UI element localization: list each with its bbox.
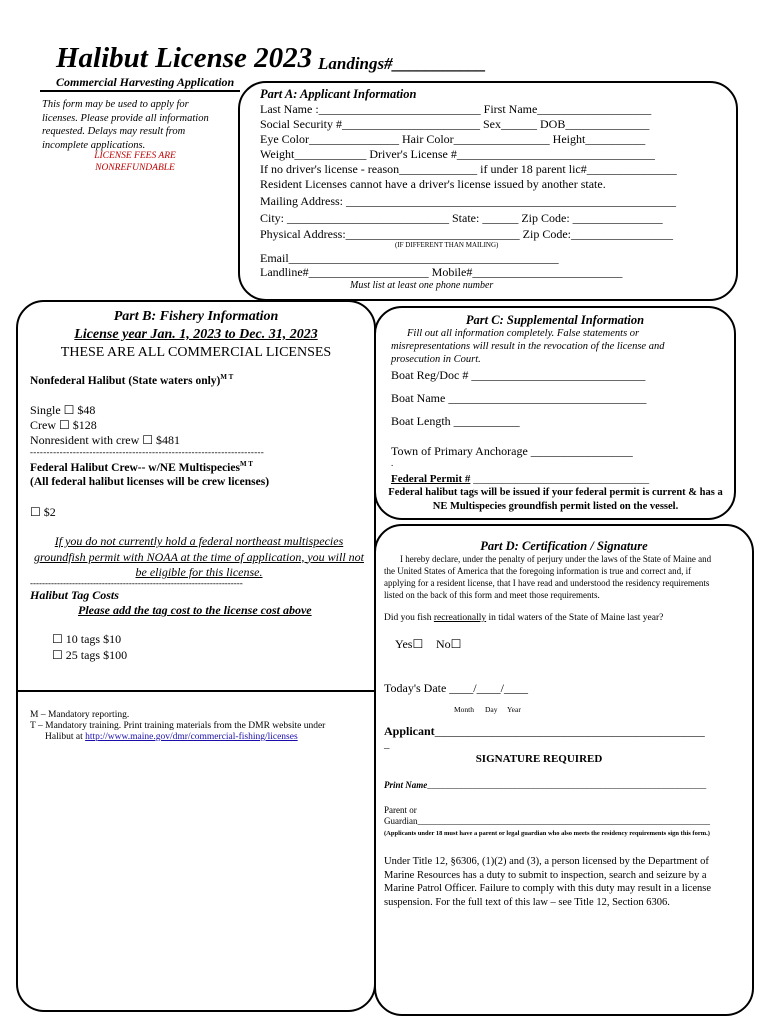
physical-note: (IF DIFFERENT THAN MAILING) [395, 241, 499, 249]
name-row[interactable]: Last Name :___________________________ First Name___________________ [260, 102, 652, 116]
print-name-line: ______________________________________________________________ [427, 780, 707, 790]
tag10-option[interactable]: ☐ 10 tags $10 [52, 632, 122, 646]
declaration-text: I hereby declare, under the penalty of perjury under the laws of the State of Maine and the United States of America that the foregoing information is true and correct and, if applying for a resident license, that I have read and understood the residency requirements listed on the back of this form and meet those requirements. [384, 554, 712, 600]
town-field[interactable]: Town of Primary Anchorage _________________ [391, 444, 633, 458]
guardian-line: _________________________________________________________________ [417, 816, 710, 826]
federal-option[interactable]: ☐ $2 [30, 505, 56, 519]
boat-reg-field[interactable]: Boat Reg/Doc # _____________________________ [391, 368, 646, 382]
todays-date-field[interactable]: Today's Date ____/____/____ [384, 681, 528, 695]
date-month-label: Month [454, 705, 475, 714]
eye-hair-row[interactable]: Eye Color_______________ Hair Color________________ Height__________ [260, 132, 646, 146]
date-day-label: Day [485, 705, 498, 714]
federal-note: (All federal halibut licenses will be crew licenses) [30, 476, 270, 488]
part-a-title: Part A: Applicant Information [260, 87, 417, 101]
part-c-title: Part C: Supplemental Information [465, 313, 645, 327]
footnote-t-line2 [45, 732, 298, 742]
rec-q-word: recreationally [433, 613, 487, 623]
part-c-intro: Fill out all information completely. False statements or misrepresentations will result in the revocation of the license and prosecution in Court. [391, 328, 665, 365]
email-row[interactable]: Email_____________________________________________ [260, 251, 559, 265]
form-title: Halibut License 2023 [56, 42, 313, 74]
nonfederal-heading [30, 373, 233, 387]
guardian-field[interactable] [384, 816, 710, 826]
part-b-title: Part B: Fishery Information [113, 309, 279, 324]
divider-1: ----------------------------------------------------------------------- [30, 447, 265, 457]
guardian-note: (Applicants under 18 must have a parent or legal guardian who also meets the residency requirements sign this form.) [384, 830, 710, 837]
mailing-row[interactable]: Mailing Address: _______________________________________________________ [260, 194, 676, 208]
nonfederal-sup: M T [220, 373, 234, 381]
nonfederal-heading-text: Nonfederal Halibut (State waters only) [30, 374, 221, 387]
tag25-option[interactable]: ☐ 25 tags $100 [52, 648, 128, 662]
signature-required: SIGNATURE REQUIRED [475, 753, 603, 765]
guardian-label: Guardian [384, 816, 418, 826]
phone-note: Must list at least one phone number [350, 280, 494, 291]
federal-heading-text: Federal Halibut Crew-- w/NE Multispecies [30, 461, 240, 474]
tag-heading: Halibut Tag Costs [30, 588, 119, 602]
date-year-label: Year [507, 705, 521, 714]
boat-name-field[interactable]: Boat Name _________________________________ [391, 391, 647, 405]
fees-notice-1: LICENSE FEES ARE [94, 151, 176, 161]
applicant-label: Applicant [384, 724, 435, 738]
intro-text: This form may be used to apply for licenses. Please provide all information requested. Delays may result from incomplete applications. [42, 99, 209, 151]
license-year: License year Jan. 1, 2023 to Dec. 31, 2023 [74, 327, 318, 342]
footnote-m: M – Mandatory reporting. [30, 710, 130, 720]
city-row[interactable]: City: ___________________________ State: ______ Zip Code: _______________ [260, 211, 663, 225]
fees-notice-2: NONREFUNDABLE [95, 163, 175, 173]
nonresident-option[interactable]: Nonresident with crew ☐ $481 [30, 433, 181, 447]
resident-note: Resident Licenses cannot have a driver's license issued by another state. [260, 177, 606, 191]
recreational-question [384, 613, 663, 623]
weight-dl-row[interactable]: Weight____________ Driver's License #_________________________________ [260, 147, 655, 161]
physical-row[interactable]: Physical Address:_____________________________ Zip Code:_________________ [260, 227, 673, 241]
divider-2: ----------------------------------------------------------------------- [30, 578, 243, 588]
applicant-dash: _ [384, 738, 390, 750]
part-d-title: Part D: Certification / Signature [480, 539, 648, 553]
federal-permit-field[interactable] [391, 473, 649, 485]
crew-option[interactable]: Crew ☐ $128 [30, 418, 97, 432]
federal-heading [30, 460, 253, 474]
subtitle-rule [40, 90, 240, 92]
federal-permit-label: Federal Permit # [391, 473, 471, 485]
stray-dot: . [391, 458, 394, 468]
tag-note: Please add the tag cost to the license cost above [78, 603, 312, 617]
applicant-signature-field[interactable] [384, 724, 705, 739]
yes-checkbox[interactable]: Yes☐ [395, 637, 424, 651]
parent-label: Parent or [384, 805, 417, 815]
print-name-label: Print Name [384, 780, 428, 790]
no-dl-row[interactable]: If no driver's license - reason_____________ if under 18 parent lic#_______________ [260, 162, 677, 176]
ssn-row[interactable]: Social Security #_______________________ Sex______ DOB______________ [260, 117, 650, 131]
print-name-field[interactable] [384, 780, 706, 790]
federal-sup: M T [239, 460, 253, 468]
footnote-t2: Halibut at [45, 732, 83, 742]
applicant-line: _____________________________________________ [434, 724, 705, 738]
federal-permit-line: ________________________________ [473, 473, 650, 485]
rec-q-pre: Did you fish [384, 613, 432, 623]
commercial-note: THESE ARE ALL COMMERCIAL LICENSES [60, 345, 332, 360]
footnote-t: T – Mandatory training. Print training materials from the DMR website under [30, 721, 326, 731]
no-checkbox[interactable]: No☐ [436, 637, 462, 651]
phone-row[interactable]: Landline#____________________ Mobile#_________________________ [260, 265, 623, 279]
part-b-rule [17, 690, 374, 692]
form-subtitle: Commercial Harvesting Application [56, 75, 235, 89]
landings-field[interactable]: Landings#___________ [318, 54, 487, 73]
federal-tags-note: Federal halibut tags will be issued if your federal permit is current & has a NE Multispecies groundfish permit listed on the vessel. [388, 487, 723, 512]
dmr-link[interactable]: http://www.maine.gov/dmr/commercial-fishing/licenses [85, 732, 298, 742]
rec-q-post: in tidal waters of the State of Maine last year? [488, 613, 664, 623]
title-12-notice: Under Title 12, §6306, (1)(2) and (3), a person licensed by the Department of Marine Resources has a duty to submit to inspection, search and seizure by a Marine Patrol Officer. Failure to comply with this duty may result in a license suspension. For the full text of this law – see Title 12, Section 6306. [384, 856, 711, 908]
federal-warning: If you do not currently hold a federal northeast multispecies groundfish permit with NOAA at the time of application, you will not be eligible for this license. [34, 534, 364, 579]
boat-length-field[interactable]: Boat Length ___________ [391, 414, 520, 428]
single-option[interactable]: Single ☐ $48 [30, 403, 96, 417]
